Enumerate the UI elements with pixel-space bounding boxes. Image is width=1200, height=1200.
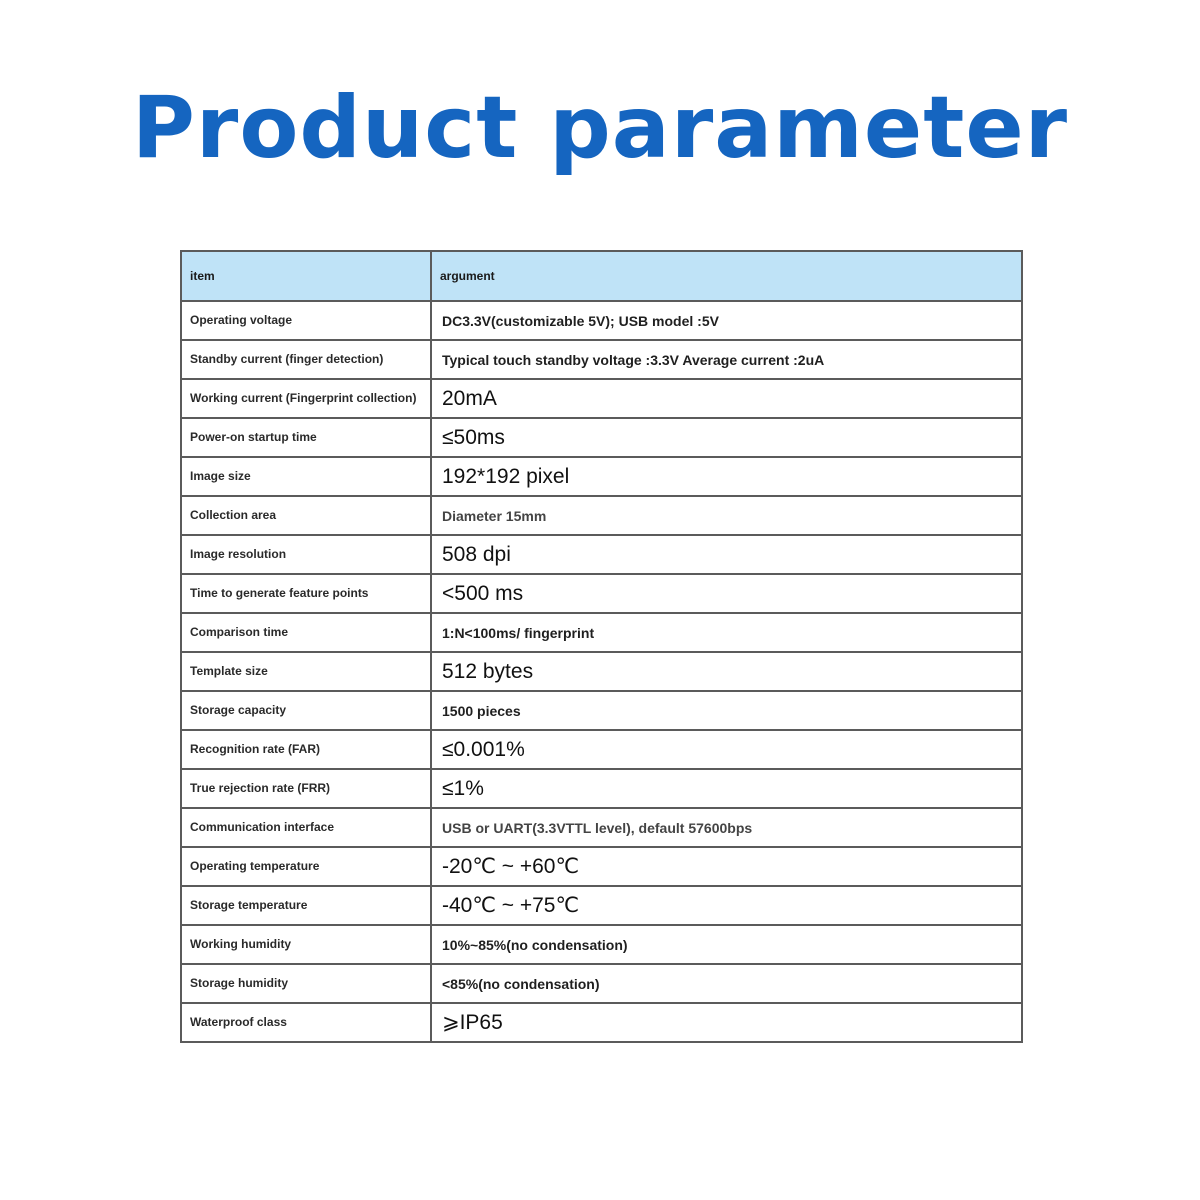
row-item-image-size: Image size: [181, 457, 431, 496]
row-argument-image-resolution: 508 dpi: [431, 535, 1022, 574]
row-item-storage-humidity: Storage humidity: [181, 964, 431, 1003]
table-row: [181, 457, 1022, 496]
row-item-far: Recognition rate (FAR): [181, 730, 431, 769]
table-row: [181, 574, 1022, 613]
row-item-feature-time: Time to generate feature points: [181, 574, 431, 613]
row-argument-working-humidity: 10%~85%(no condensation): [431, 925, 1022, 964]
table-row: [181, 730, 1022, 769]
row-item-comparison-time: Comparison time: [181, 613, 431, 652]
table-row: [181, 964, 1022, 1003]
row-argument-communication-interface: USB or UART(3.3VTTL level), default 57600bps: [431, 808, 1022, 847]
row-argument-collection-area: Diameter 15mm: [431, 496, 1022, 535]
row-item-communication-interface: Communication interface: [181, 808, 431, 847]
table-row: [181, 925, 1022, 964]
row-argument-working-current: 20mA: [431, 379, 1022, 418]
table-row: [181, 340, 1022, 379]
row-argument-operating-temperature: -20℃ ~ +60℃: [431, 847, 1022, 886]
row-argument-far: ≤0.001%: [431, 730, 1022, 769]
row-item-image-resolution: Image resolution: [181, 535, 431, 574]
row-argument-operating-voltage: DC3.3V(customizable 5V); USB model :5V: [431, 301, 1022, 340]
row-argument-storage-temperature: -40℃ ~ +75℃: [431, 886, 1022, 925]
row-argument-storage-capacity: 1500 pieces: [431, 691, 1022, 730]
row-item-startup-time: Power-on startup time: [181, 418, 431, 457]
table-row: [181, 769, 1022, 808]
row-item-operating-temperature: Operating temperature: [181, 847, 431, 886]
table-row: [181, 691, 1022, 730]
row-item-working-current: Working current (Fingerprint collection): [181, 379, 431, 418]
row-item-standby-current: Standby current (finger detection): [181, 340, 431, 379]
row-item-storage-temperature: Storage temperature: [181, 886, 431, 925]
table-row: [181, 301, 1022, 340]
row-argument-waterproof-class: ⩾IP65: [431, 1003, 1022, 1042]
row-item-storage-capacity: Storage capacity: [181, 691, 431, 730]
row-item-operating-voltage: Operating voltage: [181, 301, 431, 340]
table-row: [181, 1003, 1022, 1042]
row-argument-comparison-time: 1:N<100ms/ fingerprint: [431, 613, 1022, 652]
table-row: [181, 847, 1022, 886]
row-argument-startup-time: ≤50ms: [431, 418, 1022, 457]
table-row: [181, 886, 1022, 925]
table-header-row: [181, 251, 1022, 301]
table-row: [181, 808, 1022, 847]
column-header-argument: argument: [431, 251, 1022, 301]
table-row: [181, 652, 1022, 691]
table-row: [181, 613, 1022, 652]
row-item-waterproof-class: Waterproof class: [181, 1003, 431, 1042]
row-argument-image-size: 192*192 pixel: [431, 457, 1022, 496]
page-title: Product parameter: [131, 78, 1069, 178]
row-item-template-size: Template size: [181, 652, 431, 691]
column-header-item: item: [181, 251, 431, 301]
table-row: [181, 379, 1022, 418]
row-argument-frr: ≤1%: [431, 769, 1022, 808]
row-argument-standby-current: Typical touch standby voltage :3.3V Average current :2uA: [431, 340, 1022, 379]
row-item-collection-area: Collection area: [181, 496, 431, 535]
parameter-table: [180, 250, 1023, 1043]
row-argument-template-size: 512 bytes: [431, 652, 1022, 691]
table-row: [181, 418, 1022, 457]
table-row: [181, 496, 1022, 535]
row-argument-storage-humidity: <85%(no condensation): [431, 964, 1022, 1003]
row-argument-feature-time: <500 ms: [431, 574, 1022, 613]
row-item-frr: True rejection rate (FRR): [181, 769, 431, 808]
row-item-working-humidity: Working humidity: [181, 925, 431, 964]
table-row: [181, 535, 1022, 574]
